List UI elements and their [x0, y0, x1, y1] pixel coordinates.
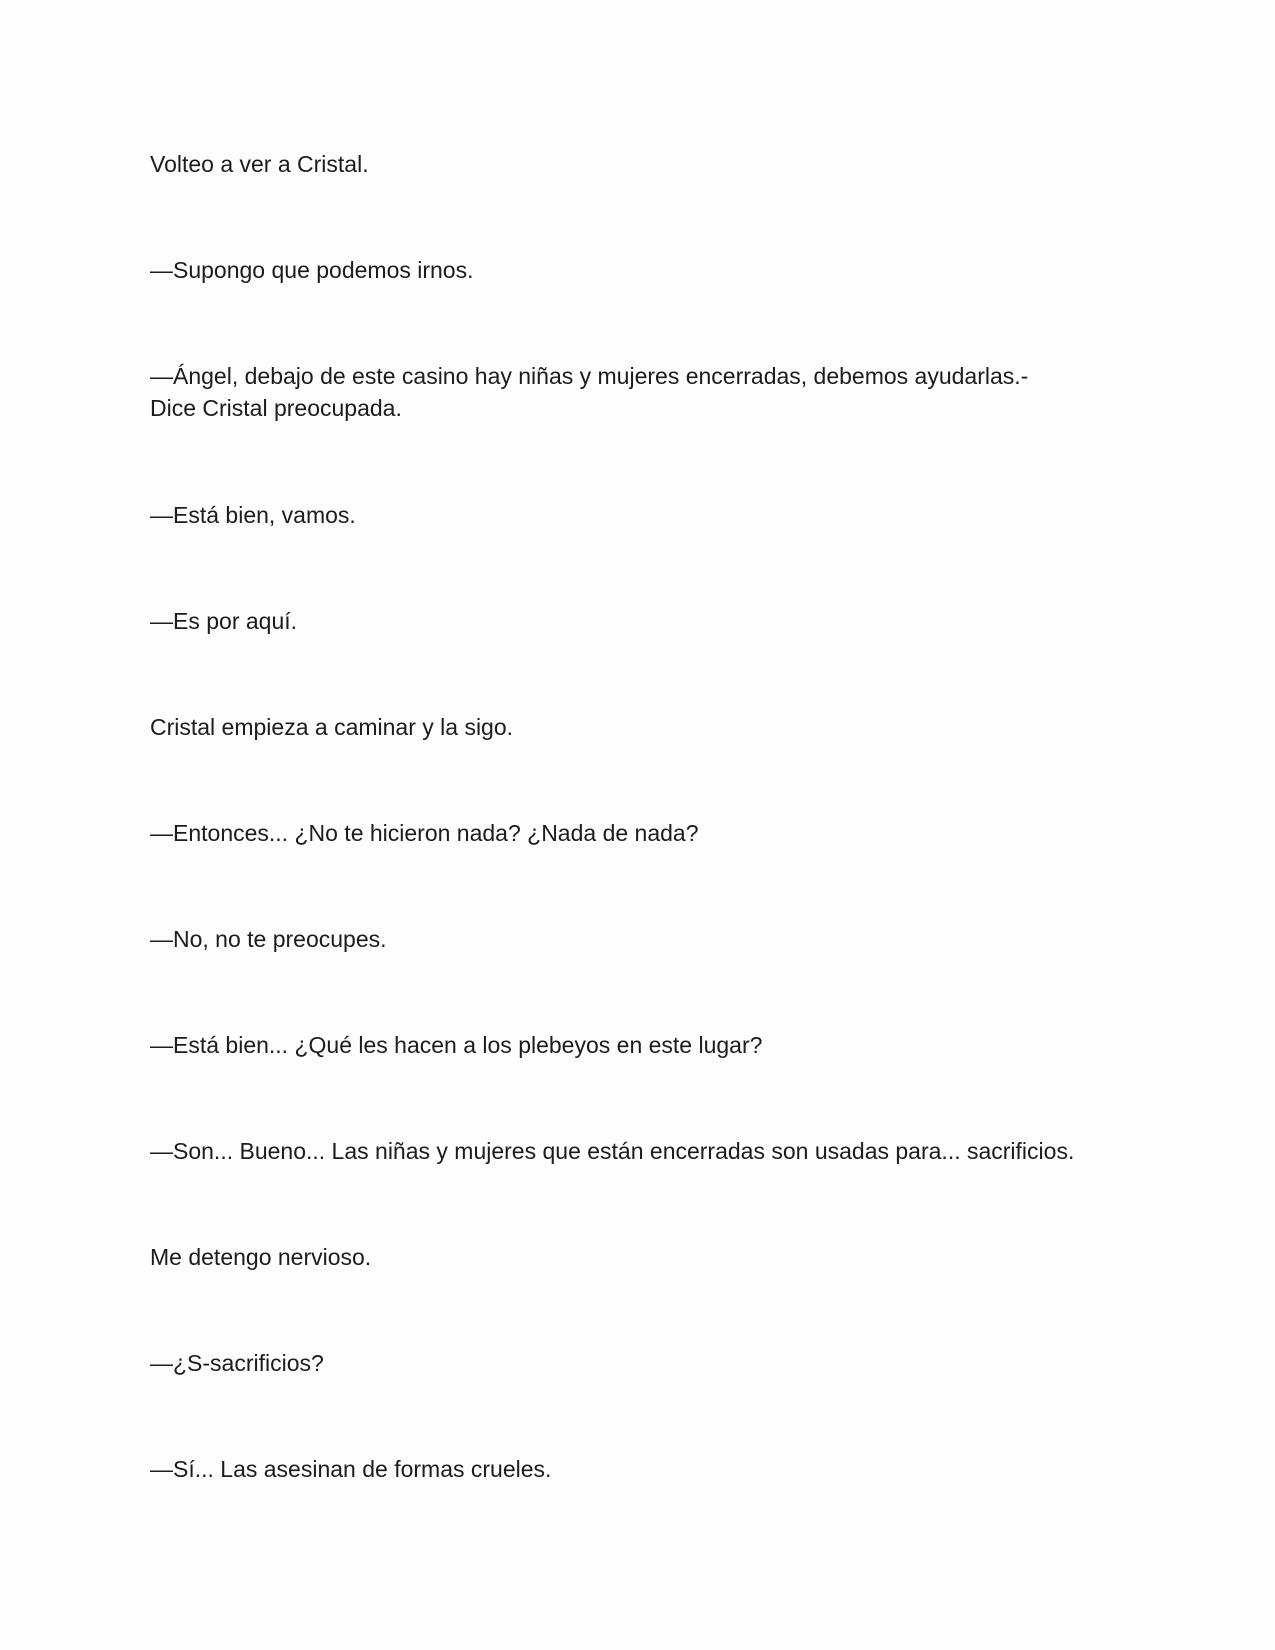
paragraph: Cristal empieza a caminar y la sigo.	[150, 714, 514, 740]
paragraph: —Está bien, vamos.	[150, 502, 356, 528]
paragraph: —Está bien... ¿Qué les hacen a los plebeyos en este lugar?	[150, 1032, 763, 1058]
paragraph: —Sí... Las asesinan de formas crueles.	[150, 1456, 552, 1482]
paragraph: —Ángel, debajo de este casino hay niñas y mujeres encerradas, debemos ayudarlas.- Dice Cristal preocupada.	[150, 363, 1029, 421]
paragraph: Me detengo nervioso.	[150, 1244, 372, 1270]
paragraph: —No, no te preocupes.	[150, 926, 387, 952]
paragraph: —Supongo que podemos irnos.	[150, 257, 474, 283]
paragraph: —Son... Bueno... Las niñas y mujeres que están encerradas son usadas para... sacrificios.	[150, 1138, 1075, 1164]
paragraph: Volteo a ver a Cristal.	[150, 151, 369, 177]
paragraph: —Entonces... ¿No te hicieron nada? ¿Nada de nada?	[150, 820, 699, 846]
paragraph: —¿S-sacrificios?	[150, 1350, 324, 1376]
paragraph: —Es por aquí.	[150, 608, 298, 634]
